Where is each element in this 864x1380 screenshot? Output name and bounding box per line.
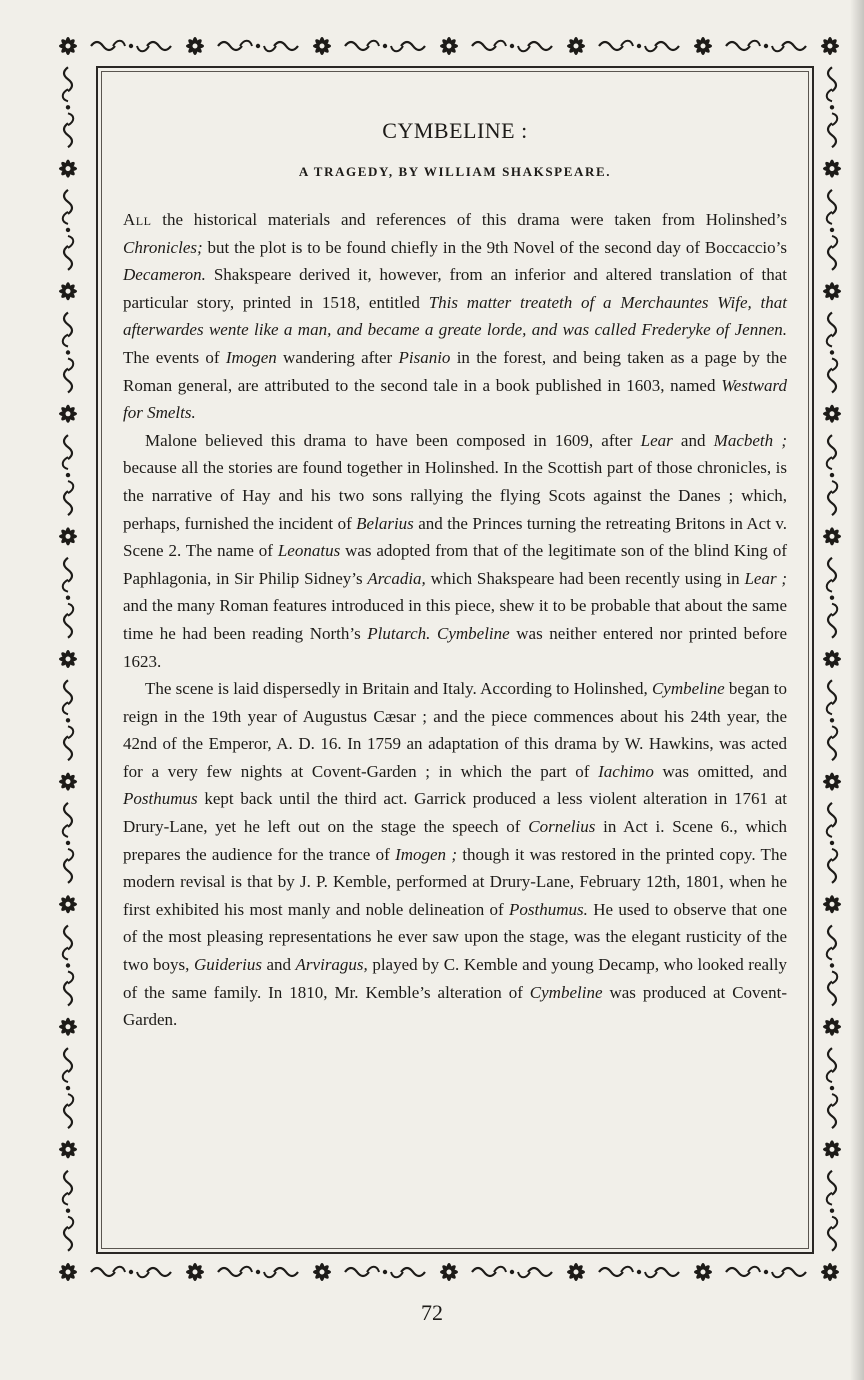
- paragraph: [123, 427, 787, 675]
- rosette-icon: [59, 527, 77, 545]
- italic-text: Imogen ;: [395, 844, 458, 864]
- text-run: and the Princes turning the retreating Britons in Act v. Scene 2. The name of: [123, 513, 787, 561]
- text-run: because all the stories are found together in Holinshed. In the Scottish part of those chronicles, is the narrative of Hay and his two sons rallying the flying Scots against the Danes ; which, perhaps, furnished the incident of: [123, 458, 787, 533]
- rosette-icon: [313, 1263, 331, 1281]
- italic-text: Cornelius: [528, 817, 596, 837]
- scroll-ornament-icon: [345, 1267, 425, 1278]
- page-title: CYMBELINE :: [382, 118, 528, 143]
- scroll-ornament-icon: [63, 803, 74, 883]
- text-run: Shakspeare derived it, however, from an inferior and altered translation of that particular story, printed in 1518, entitled: [123, 265, 787, 312]
- text-run: though it was restored in the printed copy. The modern revisal is that by J. P. Kemble, performed at Drury-Lane, February 12th, 1801, when he first exhibited his most manly and noble delineation of: [123, 844, 787, 919]
- italic-text: Posthumus: [123, 789, 198, 809]
- scroll-ornament-icon: [63, 435, 74, 515]
- rosette-icon: [59, 282, 77, 300]
- scroll-ornament-icon: [827, 1048, 838, 1128]
- rosette-icon: [59, 1018, 77, 1036]
- italic-text: Decameron.: [123, 265, 206, 285]
- page-number: 72: [421, 1300, 443, 1325]
- scroll-ornament-icon: [91, 1267, 171, 1278]
- rosette-icon: [440, 1263, 458, 1281]
- italic-text: Westward for Smelts.: [123, 375, 787, 423]
- italic-text: Arviragus,: [295, 955, 368, 975]
- rosette-icon: [59, 37, 77, 55]
- italic-text: Chronicles;: [123, 237, 203, 257]
- italic-text: Cymbeline: [437, 623, 510, 643]
- rosette-icon: [821, 37, 839, 55]
- italic-text: Plutarch.: [367, 623, 431, 643]
- paragraph: [123, 206, 787, 427]
- scroll-ornament-icon: [63, 926, 74, 1006]
- italic-text: Imogen: [225, 347, 277, 367]
- page-subtitle: A TRAGEDY, BY WILLIAM SHAKSPEARE.: [298, 164, 612, 179]
- text-run: and: [672, 430, 714, 450]
- text-run: wandering after: [276, 347, 399, 367]
- scroll-ornament-icon: [827, 435, 838, 515]
- text-run: was omitted, and: [653, 761, 787, 781]
- text-run: Malone believed this drama to have been composed in 1609, after: [145, 430, 641, 450]
- scroll-ornament-icon: [218, 1267, 298, 1278]
- text-run: but the plot is to be found chiefly in the 9th Novel of the second day of Boccaccio’s: [202, 237, 787, 257]
- rosette-icon: [823, 160, 841, 178]
- italic-text: Lear ;: [744, 568, 787, 588]
- scroll-ornament-icon: [726, 1267, 806, 1278]
- text-run: and the many Roman features introduced in this piece, shew it to be probable that about the same time he had been reading North’s: [123, 596, 787, 643]
- scroll-ornament-icon: [63, 1171, 74, 1251]
- scroll-ornament-icon: [63, 1048, 74, 1128]
- rosette-icon: [823, 1140, 841, 1158]
- italic-text: Belarius: [356, 513, 414, 533]
- text-run: in Act i. Scene 6., which prepares the audience for the trance of: [123, 817, 787, 864]
- scroll-ornament-icon: [472, 41, 552, 52]
- scroll-ornament-icon: [599, 1267, 679, 1278]
- rosette-icon: [59, 650, 77, 668]
- rosette-icon: [694, 37, 712, 55]
- rosette-icon: [823, 527, 841, 545]
- rosette-icon: [567, 1263, 585, 1281]
- text-run: kept back until the third act. Garrick produced a less violent alteration in 1761 at Drury-Lane, yet he left out on the stage the speech of: [123, 789, 787, 837]
- rosette-icon: [823, 1018, 841, 1036]
- scroll-ornament-icon: [827, 680, 838, 760]
- text-run: was neither entered nor printed before 1623.: [123, 623, 788, 671]
- text-run: The scene is laid dispersedly in Britain and Italy. According to Holinshed,: [145, 679, 652, 699]
- italic-text: Iachimo: [598, 761, 654, 781]
- scroll-ornament-icon: [599, 41, 679, 52]
- rosette-icon: [59, 160, 77, 178]
- scroll-ornament-icon: [827, 558, 838, 638]
- rosette-icon: [440, 37, 458, 55]
- scroll-ornament-icon: [63, 67, 74, 147]
- scroll-ornament-icon: [63, 190, 74, 270]
- page-edge-shadow: [850, 0, 864, 1380]
- italic-text: Macbeth ;: [713, 430, 788, 450]
- rosette-icon: [59, 405, 77, 423]
- text-run: and: [261, 955, 296, 975]
- text-run: the historical materials and references of this drama were taken from Holinshed’s: [151, 210, 787, 229]
- scroll-ornament-icon: [472, 1267, 552, 1278]
- text-run: was adopted from that of the legitimate son of the blind King of Paphlagonia, in Sir Philip Sidney’s: [123, 541, 787, 588]
- rosette-icon: [186, 37, 204, 55]
- scroll-ornament-icon: [827, 67, 838, 147]
- paragraph: [123, 675, 787, 1034]
- italic-text: Pisanio: [398, 347, 451, 367]
- scroll-ornament-icon: [827, 803, 838, 883]
- scroll-ornament-icon: [827, 1171, 838, 1251]
- text-run: began to reign in the 19th year of Augustus Cæsar ; and the piece commences about his 24th year, the 42nd of the Emperor, A. D. 16. In 1759 an adaptation of this drama by W. Hawkins, was acted for a very few nights at Covent-Garden ; in which the part of: [123, 679, 787, 781]
- text-run: in the forest, and being taken as a page by the Roman general, are attributed to the second tale in a book published in 1603, named: [123, 347, 787, 395]
- italic-text: Arcadia,: [367, 568, 426, 588]
- rosette-icon: [567, 37, 585, 55]
- rosette-icon: [59, 895, 77, 913]
- rosette-icon: [59, 773, 77, 791]
- rosette-icon: [823, 405, 841, 423]
- scroll-ornament-icon: [63, 558, 74, 638]
- scroll-ornament-icon: [218, 41, 298, 52]
- scroll-ornament-icon: [827, 190, 838, 270]
- scroll-ornament-icon: [63, 313, 74, 393]
- text-run: played by C. Kemble and young Decamp, who looked really of the same family. In 1810, Mr. Kemble’s alteration of: [123, 955, 787, 1002]
- text-run: [430, 624, 437, 643]
- scroll-ornament-icon: [345, 41, 425, 52]
- rosette-icon: [59, 1263, 77, 1281]
- scroll-ornament-icon: [827, 926, 838, 1006]
- italic-text: Guiderius: [193, 955, 262, 975]
- rosette-icon: [823, 895, 841, 913]
- rosette-icon: [821, 1263, 839, 1281]
- text-run: which Shakspeare had been recently using in: [425, 568, 745, 588]
- drop-cap-word: All: [123, 210, 152, 229]
- italic-text: Cymbeline: [529, 982, 603, 1002]
- italic-text: Posthumus.: [509, 899, 588, 919]
- scroll-ornament-icon: [726, 41, 806, 52]
- scroll-ornament-icon: [827, 313, 838, 393]
- text-run: The events of: [123, 347, 226, 367]
- italic-text: Leonatus: [277, 541, 341, 561]
- italic-text: Lear: [640, 430, 673, 450]
- body-text: [123, 206, 787, 1034]
- rosette-icon: [823, 773, 841, 791]
- rosette-icon: [823, 282, 841, 300]
- scroll-ornament-icon: [91, 41, 171, 52]
- italic-text: This matter treateth of a Merchauntes Wife, that afterwardes wente like a man, and became a greate lorde, and was called Frederyke of Jennen.: [123, 292, 787, 340]
- page-content: [123, 118, 787, 1034]
- rosette-icon: [823, 650, 841, 668]
- text-run: was produced at Covent-Garden.: [123, 982, 787, 1030]
- rosette-icon: [186, 1263, 204, 1281]
- scroll-ornament-icon: [63, 680, 74, 760]
- rosette-icon: [313, 37, 331, 55]
- rosette-icon: [59, 1140, 77, 1158]
- italic-text: Cymbeline: [651, 679, 725, 699]
- text-run: He used to observe that one of the most pleasing representations he ever saw upon the stage, was the elegant rusticity of the two boys,: [123, 899, 787, 975]
- rosette-icon: [694, 1263, 712, 1281]
